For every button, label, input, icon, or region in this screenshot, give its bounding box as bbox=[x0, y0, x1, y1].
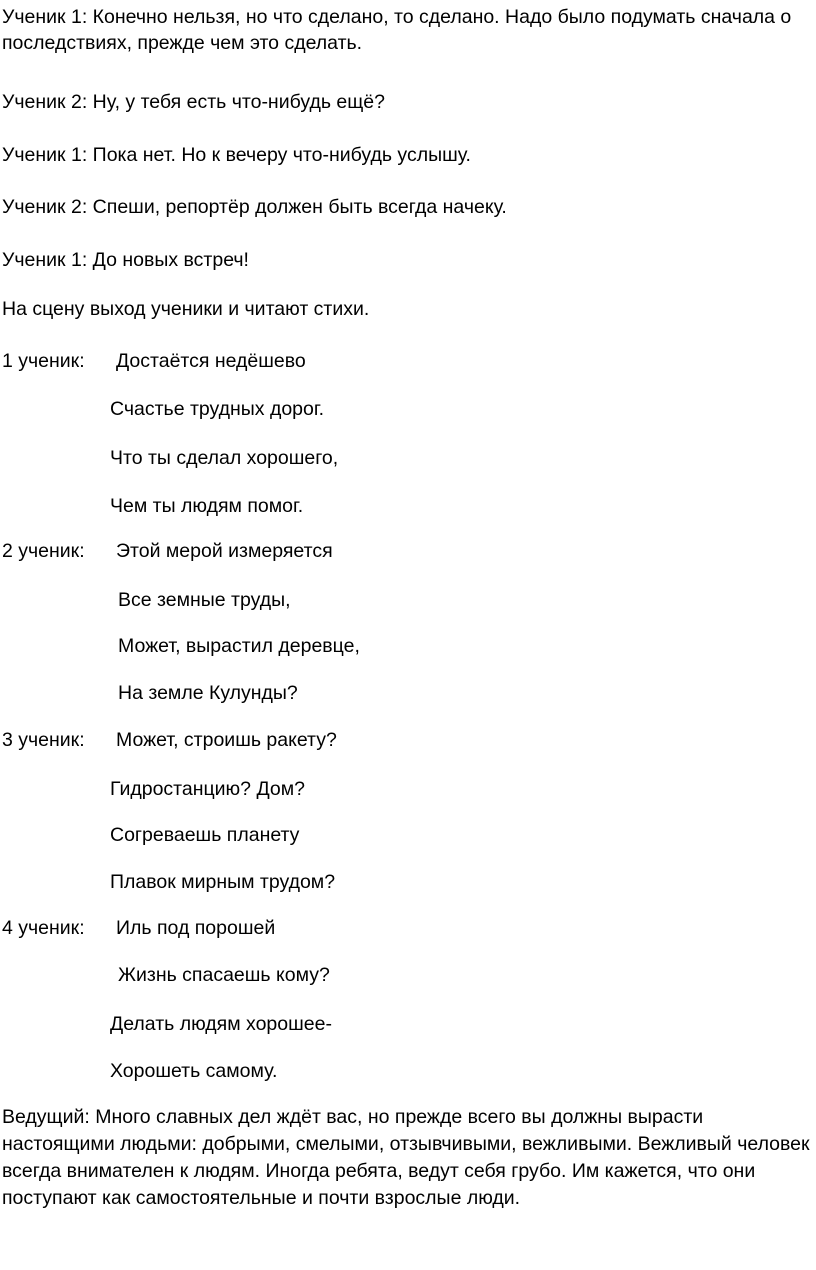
poem-speaker-4: 4 ученик: bbox=[2, 917, 85, 939]
poem-4-line-2: Жизнь спасаешь кому? bbox=[118, 964, 330, 986]
dialogue-line-2: Ученик 2: Ну, у тебя есть что-нибудь ещё? bbox=[2, 91, 385, 113]
poem-2-line-3: Может, вырастил деревце, bbox=[118, 635, 360, 657]
poem-1-line-1: Достаётся недёшево bbox=[116, 350, 306, 372]
poem-3-line-4: Плавок мирным трудом? bbox=[110, 871, 336, 893]
poem-speaker-3: 3 ученик: bbox=[2, 729, 85, 751]
poem-2-line-4: На земле Кулунды? bbox=[118, 682, 298, 704]
dialogue-line-4: Ученик 2: Спеши, репортёр должен быть всегда начеку. bbox=[2, 196, 507, 218]
poem-3-line-2: Гидростанцию? Дом? bbox=[110, 778, 305, 800]
stage-direction: На сцену выход ученики и читают стихи. bbox=[2, 298, 370, 320]
poem-speaker-2: 2 ученик: bbox=[2, 540, 85, 562]
poem-1-line-4: Чем ты людям помог. bbox=[110, 495, 304, 517]
poem-4-line-3: Делать людям хорошее- bbox=[110, 1013, 332, 1035]
poem-1-line-2: Счастье трудных дорог. bbox=[110, 398, 325, 420]
poem-1-line-3: Что ты сделал хорошего, bbox=[110, 447, 339, 469]
poem-2-line-1: Этой мерой измеряется bbox=[116, 540, 333, 562]
poem-3-line-3: Согреваешь планету bbox=[110, 824, 300, 846]
poem-4-line-4: Хорошеть самому. bbox=[110, 1060, 278, 1082]
dialogue-line-1: Ученик 1: Конечно нельзя, но что сделано, то сделано. Надо было подумать сначала о последствиях, прежде чем это сделать. bbox=[2, 6, 792, 54]
poem-3-line-1: Может, строишь ракету? bbox=[116, 729, 337, 751]
poem-4-line-1: Иль под порошей bbox=[116, 917, 276, 939]
host-paragraph: Ведущий: Много славных дел ждёт вас, но прежде всего вы должны вырасти настоящими людьми: добрыми, смелыми, отзывчивыми, вежливыми. Вежливый человек всегда внимателен к людям. Иногда ребята, ведут себя грубо. Им кажется, что они поступают как самостоятельные и почти взрослые люди. bbox=[2, 1106, 810, 1209]
poem-speaker-1: 1 ученик: bbox=[2, 350, 85, 372]
poem-2-line-2: Все земные труды, bbox=[118, 589, 291, 611]
dialogue-line-3: Ученик 1: Пока нет. Но к вечеру что-нибудь услышу. bbox=[2, 144, 471, 166]
dialogue-line-5: Ученик 1: До новых встреч! bbox=[2, 249, 249, 271]
